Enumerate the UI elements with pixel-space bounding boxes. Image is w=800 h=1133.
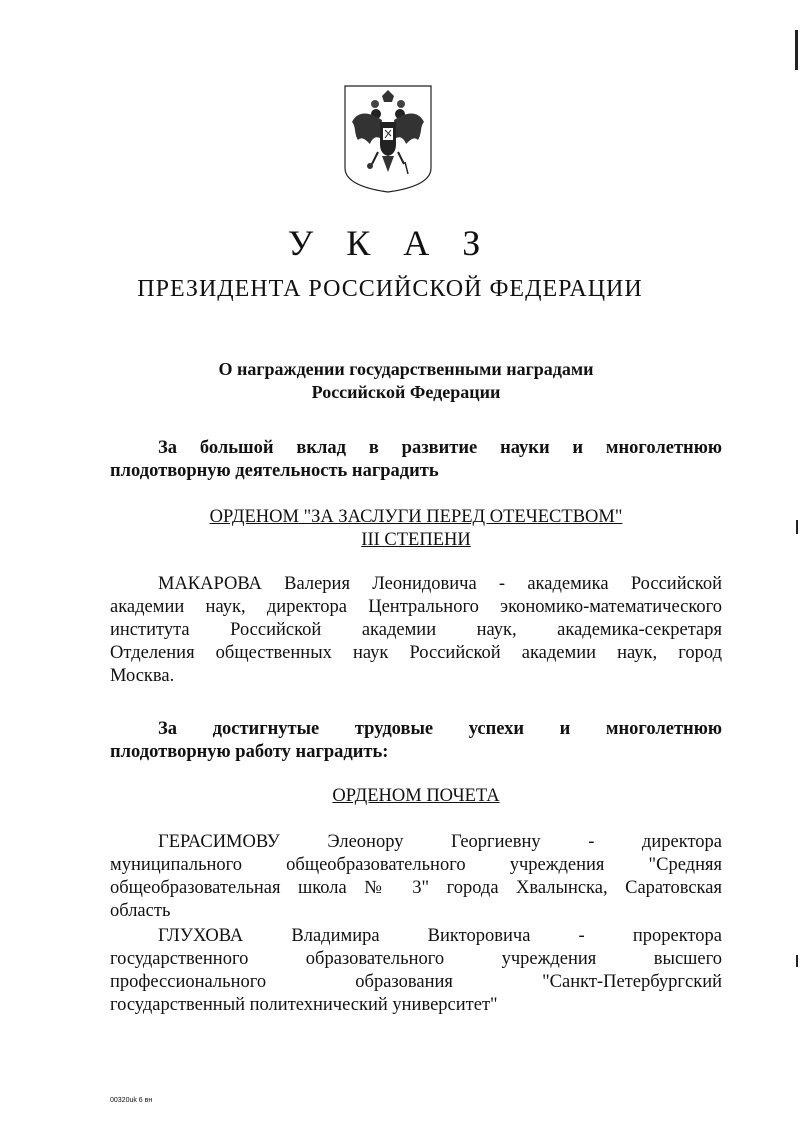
text-line: плодотворную деятельность наградить xyxy=(110,461,439,481)
awardee-makarov xyxy=(110,573,722,688)
scan-edge-mark xyxy=(796,955,798,967)
section2-intro xyxy=(110,718,722,764)
text-line: государственного образовательного учреждения высшего xyxy=(110,949,722,969)
text-line: государственный политехнический университет" xyxy=(110,995,498,1015)
text-line: За большой вклад в развитие науки и многолетнюю xyxy=(158,438,722,458)
text-line: область xyxy=(110,901,171,921)
section1-intro xyxy=(110,437,722,483)
coat-of-arms-emblem xyxy=(342,82,434,194)
text-line: профессионального образования "Санкт-Петербургский xyxy=(110,972,722,992)
text-line: Москва. xyxy=(110,666,175,686)
order-line: ОРДЕНОМ "ЗА ЗАСЛУГИ ПЕРЕД ОТЕЧЕСТВОМ" xyxy=(209,507,623,527)
scan-edge-mark xyxy=(796,520,798,534)
text-line: ГЕРАСИМОВУ Элеонору Георгиевну - директора xyxy=(158,832,722,852)
text-line: плодотворную работу наградить: xyxy=(110,742,389,762)
text-line: ГЛУХОВА Владимира Викторовича - проректора xyxy=(158,926,722,946)
subject-line: Российской Федерации xyxy=(311,382,501,402)
text-line: общеобразовательная школа № 3" города Хвалынска, Саратовская xyxy=(110,878,722,898)
text-line: института Российской академии наук, академика-секретаря xyxy=(110,620,722,640)
decree-subject xyxy=(0,358,800,404)
decree-title: У К А З xyxy=(287,223,493,263)
scan-edge-mark xyxy=(795,30,798,70)
awardee-gerasimova xyxy=(110,831,722,923)
document-code: 00320uk 6 вн xyxy=(110,1097,153,1104)
order-of-honour xyxy=(0,785,800,808)
order-fatherland-merit xyxy=(0,506,800,552)
text-line: МАКАРОВА Валерия Леонидовича - академика Российской xyxy=(158,574,722,594)
subject-line: О награждении государственными наградами xyxy=(218,359,594,379)
text-line: За достигнутые трудовые успехи и многолетнюю xyxy=(158,719,722,739)
awardee-glukhov xyxy=(110,925,722,1017)
order-line: ОРДЕНОМ ПОЧЕТА xyxy=(332,786,500,806)
text-line: академии наук, директора Центрального экономико-математического xyxy=(110,597,722,617)
text-line: муниципального общеобразовательного учреждения "Средняя xyxy=(110,855,722,875)
decree-issuer: ПРЕЗИДЕНТА РОССИЙСКОЙ ФЕДЕРАЦИИ xyxy=(137,276,643,302)
text-line: Отделения общественных наук Российской академии наук, город xyxy=(110,643,722,663)
order-line: III СТЕПЕНИ xyxy=(361,530,471,550)
